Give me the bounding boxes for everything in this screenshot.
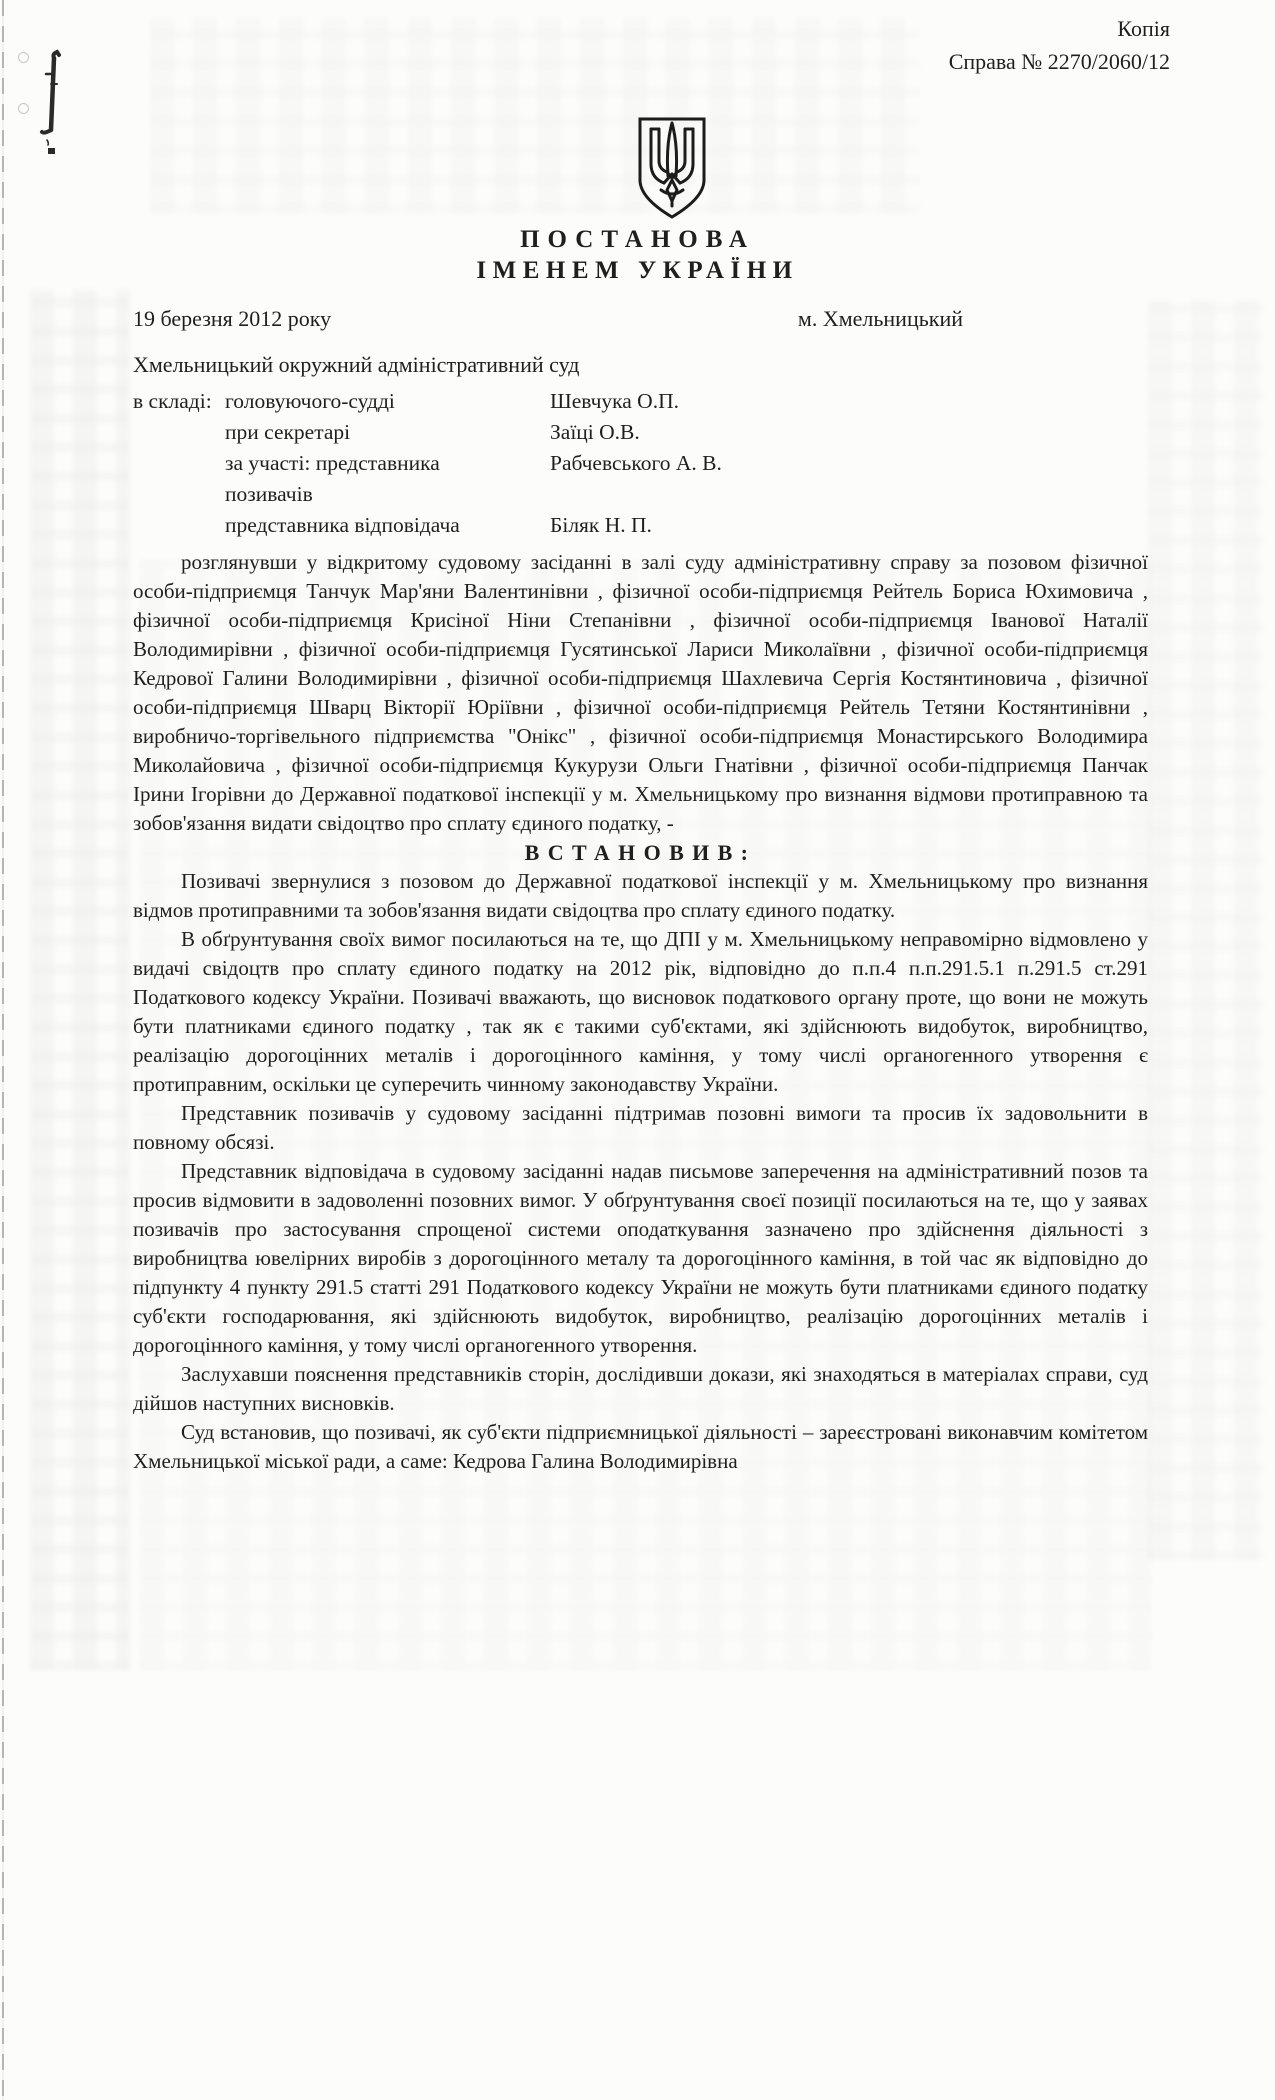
case-number: Справа № 2270/2060/12 xyxy=(948,49,1170,74)
body-paragraph: В обґрунтування своїх вимог посилаються на те, що ДПІ у м. Хмельницькому неправомірно відмовлено у видачі свідоцтв про сплату єдиного податку на 2012 рік, відповідно до п.п.4 п.п.291.5.1 п.291.5 ст.291 Податкового кодексу України. Позивачі вважають, що висновок податкового органу проте, що вони не можуть бути платниками єдиного податку , так як є такими суб'єктами, які здійснюють видобуток, виробництво, реалізацію дорогоцінних металів і дорогоцінного каміння, у тому числі органогенного утворення є протиправним, оскільки це суперечить чинному законодавству України. xyxy=(133,927,1148,1096)
copy-stamp-block xyxy=(949,12,1170,78)
dateline xyxy=(133,306,963,332)
document-body xyxy=(133,548,1148,1476)
composition-name: Рабчевського А. В. xyxy=(550,451,722,475)
title-line-imenem-ukrainy: ІМЕНЕМ УКРАЇНИ xyxy=(476,257,799,284)
body-paragraph: Позивачі звернулися з позовом до Державної податкової інспекції у м. Хмельницькому про визнання відмов протиправними та зобов'язання видати свідоцтва про сплату єдиного податку. xyxy=(133,869,1148,922)
scan-edge-line xyxy=(2,0,4,2100)
court-composition xyxy=(133,386,722,541)
composition-intro: в складі: xyxy=(133,389,212,413)
preamble-paragraph: розглянувши у відкритому судовому засіданні в залі суду адміністративну справу за позовом фізичної особи-підприємця Танчук Мар'яни Валентинівни , фізичної особи-підприємця Рейтель Бориса Юхимовича , фізичної особи-підприємця Крисіної Ніни Степанівни , фізичної особи-підприємця Іванової Наталії Володимирівни , фізичної особи-підприємця Гусятинської Лариси Миколаївни , фізичної особи-підприємця Кедрової Галини Володимирівни , фізичної особи-підприємця Шахлевича Сергія Костянтиновича , фізичної особи-підприємця Шварц Вікторії Юріївни , фізичної особи-підприємця Рейтель Тетяни Костянтинівни , виробничо-торгівельного підприємства "Онікс" , фізичної особи-підприємця Монастирського Володимира Миколайовича , фізичної особи-підприємця Кукурузи Ольги Гнатівни , фізичної особи-підприємця Панчак Ірини Ігорівни до Державної податкової інспекції у м. Хмельницькому про визнання відмови протиправною та зобов'язання видати свідоцтво про сплату єдиного податку, - xyxy=(133,550,1148,835)
document-title xyxy=(0,224,1275,286)
staple-mark xyxy=(36,46,76,156)
body-paragraph: Суд встановив, що позивачі, як суб'єкти підприємницької діяльності – зареєстровані виконавчим комітетом Хмельницької міської ради, а саме: Кедрова Галина Володимирівна xyxy=(133,1420,1148,1473)
punch-mark xyxy=(18,103,29,114)
composition-role: представника відповідача xyxy=(225,513,460,537)
composition-name: Заїці О.В. xyxy=(550,420,640,444)
composition-role: позивачів xyxy=(225,482,313,506)
composition-row xyxy=(133,417,722,448)
composition-row xyxy=(133,386,722,417)
title-line-postanova: ПОСТАНОВА xyxy=(520,226,755,253)
punch-mark xyxy=(18,52,29,63)
composition-role: за участі: представника xyxy=(225,451,440,475)
body-paragraph: Представник відповідача в судовому засіданні надав письмове заперечення на адміністративний позов та просив відмовити в задоволенні позовних вимог. У обґрунтування своєї позиції посилаються на те, що у заявах позивачів про застосування спрощеної системи оподаткування зазначено про здійснення діяльності з виробництва ювелірних виробів з дорогоцінного металу та дорогоцінного каміння, в той час як відповідно до підпункту 4 пункту 291.5 статті 291 Податкового кодексу України не можуть бути платниками єдиного податку суб'єкти господарювання, які здійснюють видобуток, виробництво, реалізацію дорогоцінних металів і дорогоцінного каміння, у тому числі органогенного утворення. xyxy=(133,1159,1148,1357)
composition-role: головуючого-судді xyxy=(225,389,395,413)
bleedthrough-ghost-text xyxy=(1148,300,1263,1560)
body-paragraph: Заслухавши пояснення представників сторін, дослідивши докази, які знаходяться в матеріалах справи, суд дійшов наступних висновків. xyxy=(133,1362,1148,1415)
section-heading-vstanoviv: ВСТАНОВИВ: xyxy=(524,840,757,865)
decision-place: м. Хмельницький xyxy=(797,306,963,331)
bleedthrough-ghost-text xyxy=(150,18,920,213)
court-name: Хмельницький окружний адміністративний суд xyxy=(133,352,580,377)
composition-row xyxy=(133,479,722,510)
composition-role: при секретарі xyxy=(225,420,351,444)
body-paragraph: Представник позивачів у судовому засіданні підтримав позовні вимоги та просив їх задовольнити в повному обсязі. xyxy=(133,1101,1148,1154)
composition-name: Шевчука О.П. xyxy=(550,389,679,413)
trident-emblem-icon xyxy=(634,114,710,222)
bleedthrough-ghost-text xyxy=(30,290,130,1670)
composition-name xyxy=(460,479,550,510)
decision-date: 19 березня 2012 року xyxy=(133,306,332,331)
composition-row xyxy=(133,448,722,479)
composition-row xyxy=(133,510,722,541)
copy-label: Копія xyxy=(1117,16,1170,41)
composition-name: Біляк Н. П. xyxy=(550,513,652,537)
